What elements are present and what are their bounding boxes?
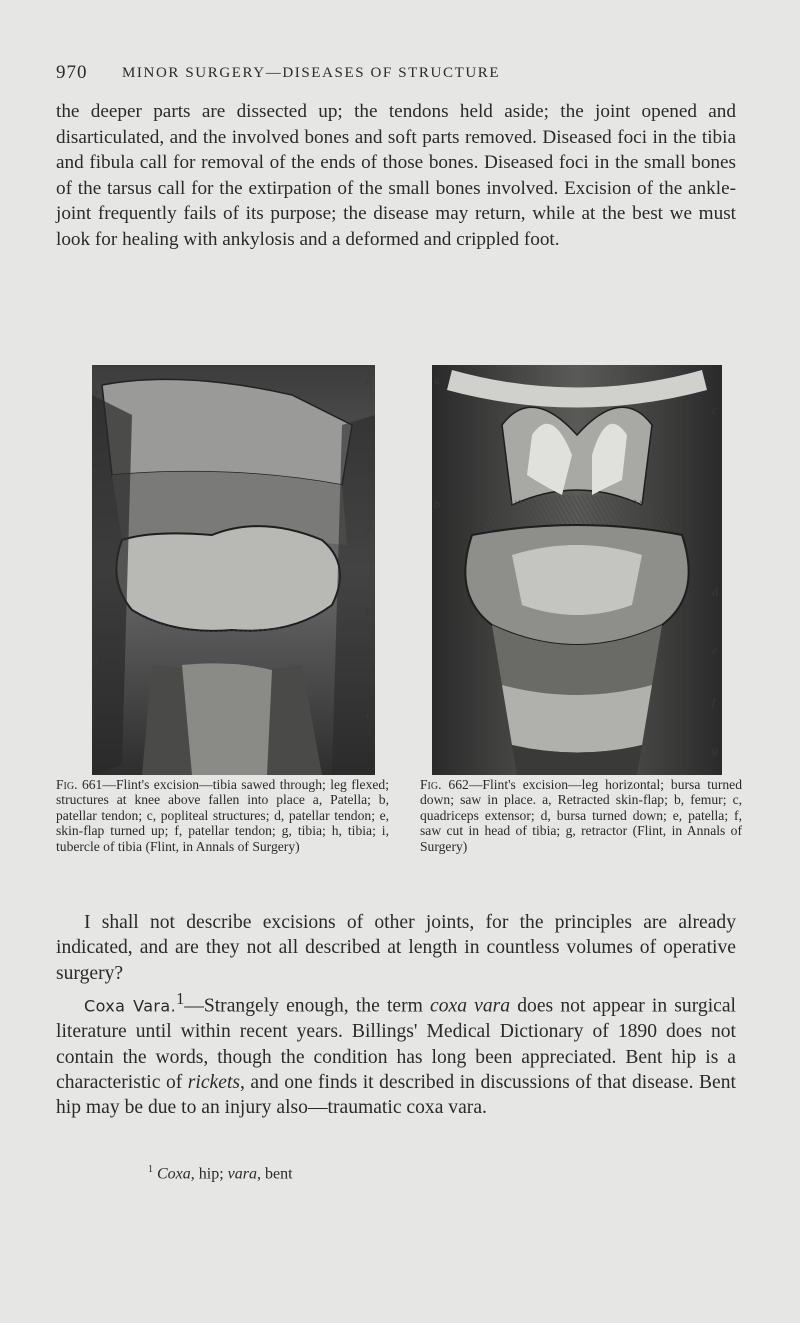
figure-661-illustration bbox=[92, 365, 375, 775]
fig1-label-d: d bbox=[92, 655, 98, 669]
footnote-number: 1 bbox=[148, 1164, 153, 1175]
figure-661-caption bbox=[56, 777, 389, 854]
fig1-label-h: h bbox=[365, 605, 371, 619]
leg-horizontal-engraving bbox=[432, 365, 722, 775]
page-header bbox=[56, 62, 744, 92]
footnote-term: vara bbox=[227, 1165, 257, 1183]
term-coxa-vara: coxa vara bbox=[430, 995, 511, 1017]
fig1-label-i: i bbox=[366, 707, 370, 721]
intro-paragraph: the deeper parts are dissected up; the tendons held aside; the joint opened and disarticulated, and the involved bones and soft parts removed. Diseased foci in the tibia and fibula call for removal of the ends of those bones. Diseased foci in the small bones of the tarsus call for the extirpation of the small bones involved. Excision of the ankle-joint frequently fails of its purpose; the disease may return, while at the best we must look for healing with ankylosis and a deformed and crippled foot. bbox=[56, 101, 736, 250]
fig1-label-e: e bbox=[366, 375, 372, 389]
text-run: —Strangely enough, the term bbox=[184, 995, 431, 1017]
caption-number: Fig. 662 bbox=[420, 777, 469, 792]
coxa-vara-paragraph bbox=[56, 986, 736, 1121]
fig1-label-c: c bbox=[92, 565, 98, 579]
knee-excision-engraving bbox=[92, 365, 375, 775]
figure-662-caption bbox=[420, 777, 742, 854]
caption-number: Fig. 661 bbox=[56, 777, 103, 792]
fig2-label-d: d bbox=[712, 585, 718, 599]
caption-text: —Flint's excision—leg horizontal; bursa turned down; saw in place. a, Retracted skin-flap; b, femur; c, quadriceps extensor; d, bursa turned down; e, patella; f, saw cut in head of tibia; g, retractor (Flint, in Annals of Surgery) bbox=[420, 777, 742, 854]
running-title: MINOR SURGERY—DISEASES OF STRUCTURE bbox=[122, 65, 501, 81]
footnote-marker: 1 bbox=[176, 989, 185, 1009]
figure-662-illustration bbox=[432, 365, 722, 775]
section-heading: Coxa Vara. bbox=[84, 996, 177, 1016]
fig2-label-a: a bbox=[434, 373, 440, 387]
fig2-label-e: e bbox=[712, 643, 718, 657]
caption-text: —Flint's excision—tibia sawed through; leg flexed; structures at knee above fallen into place a, Patella; b, patellar tendon; c, popliteal structures; d, patellar tendon; e, skin-flap turned up; f, patellar tendon; g, tibia; h, tibia; i, tubercle of tibia (Flint, in Annals of Surgery) bbox=[56, 777, 389, 854]
fig1-label-b: b bbox=[92, 465, 98, 479]
fig2-label-f: f bbox=[712, 695, 716, 709]
term-rickets: rickets bbox=[187, 1071, 241, 1093]
fig1-label-g: g bbox=[365, 520, 371, 534]
footnote bbox=[148, 1164, 293, 1183]
paragraph: I shall not describe excisions of other joints, for the principles are already indicated, and are they not all described at length in countless volumes of operative surgery? bbox=[56, 912, 736, 984]
fig2-label-c: c bbox=[712, 403, 718, 417]
footnote-term: Coxa bbox=[157, 1165, 191, 1183]
fig2-label-g: g bbox=[712, 743, 718, 757]
footnote-def: , hip; bbox=[190, 1165, 228, 1183]
footnote-def: , bent bbox=[257, 1165, 293, 1183]
text-run: , and one finds it described in discussions of that disease. Bent hip may be due to an injury also—traumatic coxa vara. bbox=[56, 1071, 736, 1119]
fig2-label-b: b bbox=[434, 497, 440, 511]
page-number: 970 bbox=[56, 62, 88, 83]
body-text bbox=[56, 910, 736, 1121]
text-run: does not appear in surgical literature until within recent years. Billings' Medical Dictionary of 1890 does not contain the words, though the condition has long been appreciated. Bent hip is a characteristic of bbox=[56, 995, 736, 1093]
fig1-label-a: a bbox=[92, 385, 98, 399]
